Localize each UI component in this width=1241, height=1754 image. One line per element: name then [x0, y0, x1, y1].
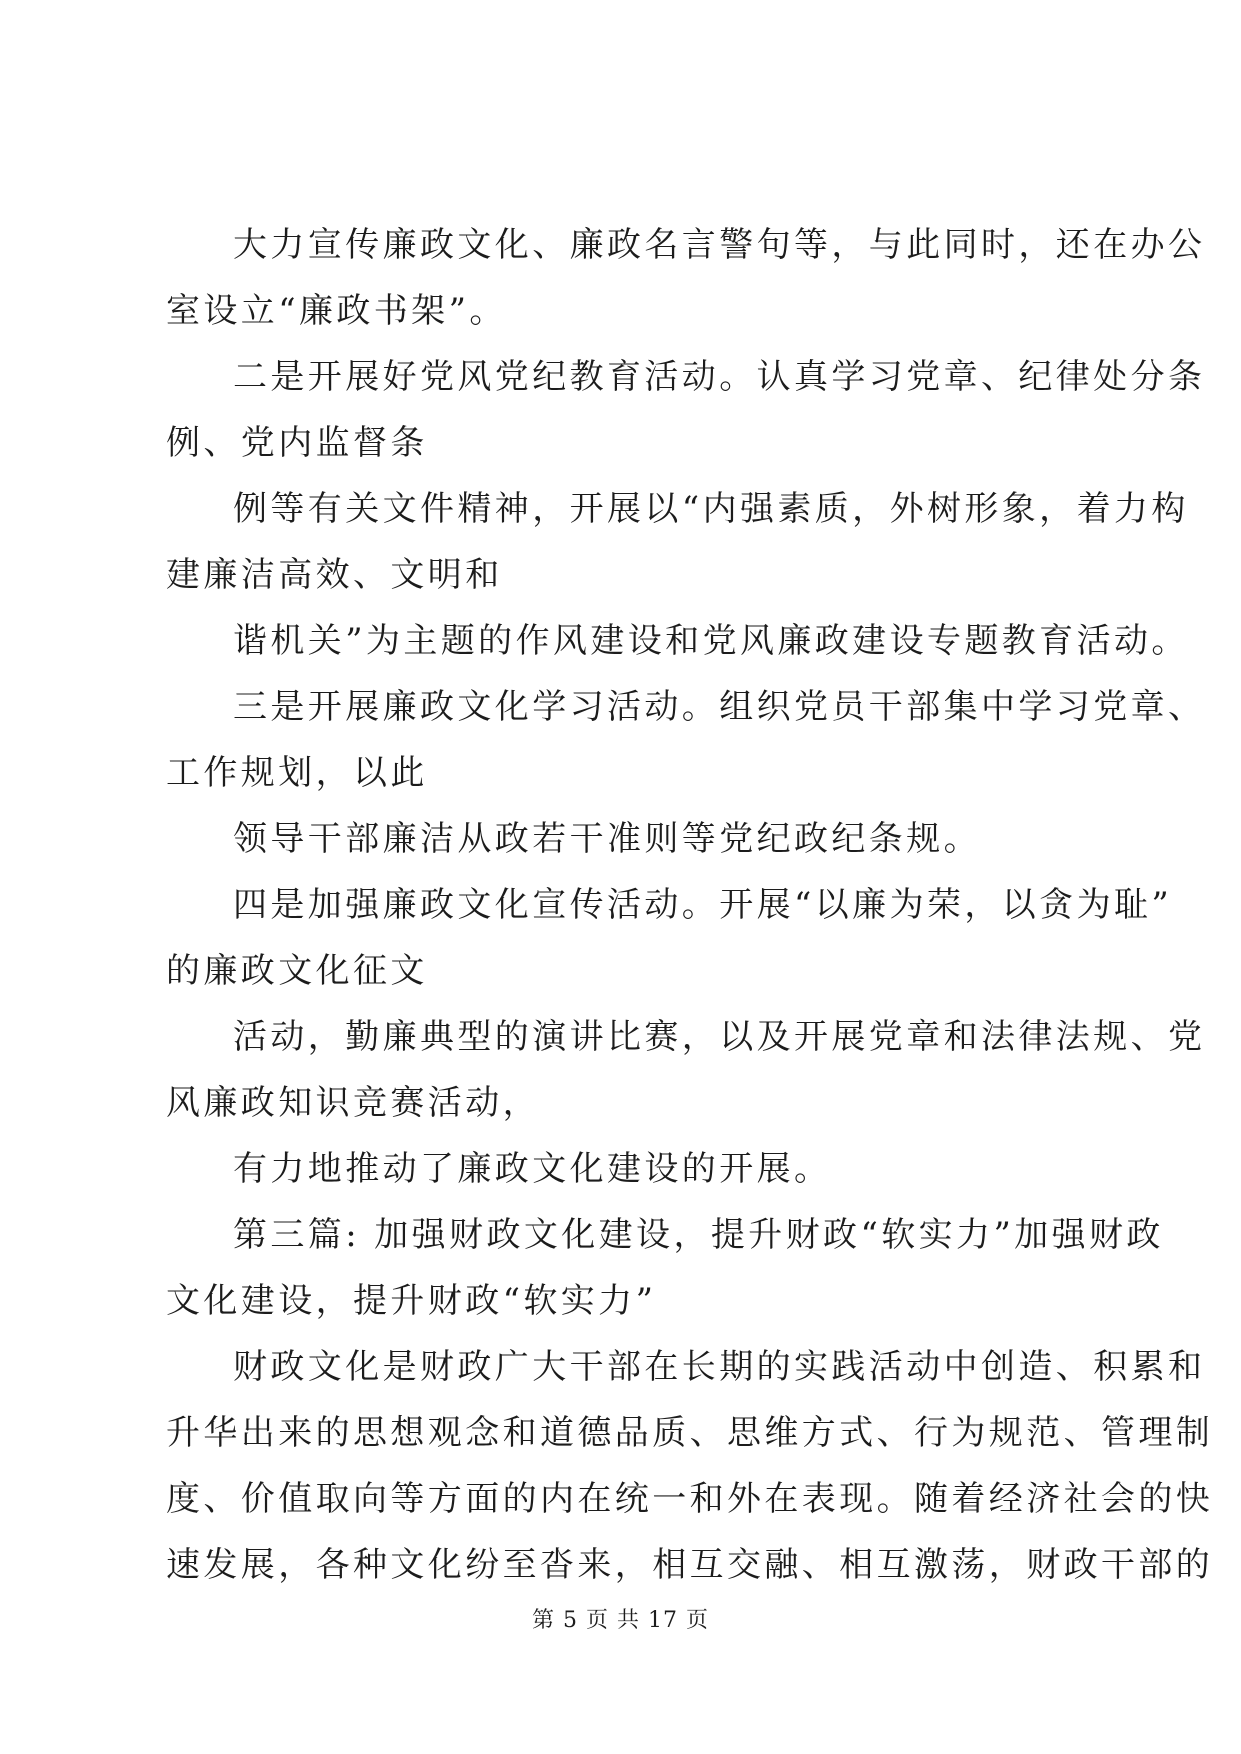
section-heading-line: 第三篇: 加强财政文化建设，提升财政“软实力”加强财政	[233, 1215, 1164, 1255]
text-line: 的廉政文化征文	[166, 951, 428, 991]
text-line: 例、党内监督条	[166, 423, 428, 463]
text-line: 升华出来的思想观念和道德品质、思维方式、行为规范、管理制	[166, 1413, 1214, 1453]
text-line: 风廉政知识竞赛活动，	[166, 1083, 540, 1123]
body-text	[166, 225, 1214, 1614]
text-line: 有力地推动了廉政文化建设的开展。	[233, 1149, 832, 1189]
text-line: 活动，勤廉典型的演讲比赛，以及开展党章和法律法规、党	[233, 1017, 1206, 1057]
text-line: 度、价值取向等方面的内在统一和外在表现。随着经济社会的快	[166, 1479, 1214, 1519]
text-line: 三是开展廉政文化学习活动。组织党员干部集中学习党章、	[233, 687, 1206, 727]
text-line: 速发展，各种文化纷至沓来，相互交融、相互激荡，财政干部的	[166, 1545, 1214, 1585]
text-line: 二是开展好党风党纪教育活动。认真学习党章、纪律处分条	[233, 357, 1206, 397]
text-line: 建廉洁高效、文明和	[166, 555, 503, 595]
text-line: 领导干部廉洁从政若干准则等党纪政纪条规。	[233, 819, 981, 859]
section-heading-line: 文化建设，提升财政“软实力”	[166, 1281, 657, 1321]
text-line: 财政文化是财政广大干部在长期的实践活动中创造、积累和	[233, 1347, 1206, 1387]
text-line: 工作规划，以此	[166, 753, 428, 793]
text-line: 大力宣传廉政文化、廉政名言警句等，与此同时，还在办公	[233, 225, 1206, 265]
page-footer: 第 5 页 共 17 页	[532, 1608, 709, 1633]
text-line: 室设立“廉政书架”。	[166, 291, 507, 331]
text-line: 四是加强廉政文化宣传活动。开展“以廉为荣，以贪为耻”	[233, 885, 1173, 925]
text-line: 谐机关”为主题的作风建设和党风廉政建设专题教育活动。	[233, 621, 1189, 661]
text-line: 例等有关文件精神，开展以“内强素质，外树形象，着力构	[233, 489, 1189, 529]
